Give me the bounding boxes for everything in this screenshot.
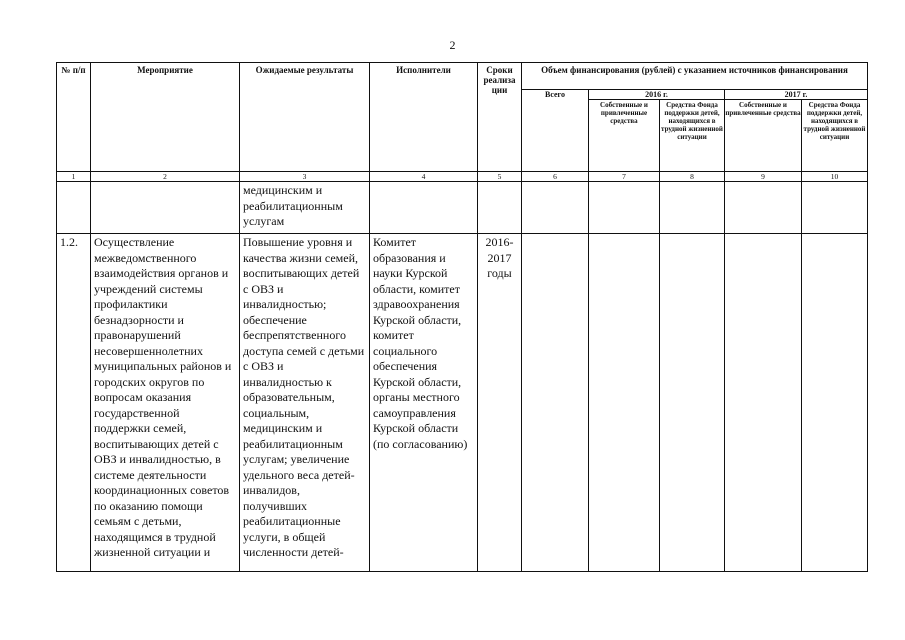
cell-empty <box>522 234 589 572</box>
executors-cell: Комитет образования и науки Курской области, комитет здравоохранения Курской области, комитет социального обеспечения Курской области, органы местного самоуправления Курской области (по согласованию) <box>370 234 478 572</box>
activity-cell: Осуществление межведомственного взаимодействия органов и учреждений системы профилактики безнадзорности и правонарушений несовершеннолетних муниципальных районов и городских округов по вопросам оказания государственной поддержки семей, воспитывающих детей с ОВЗ и инвалидностью, в системе деятельности координационных советов по оказанию помощи семьям с детьми, находящимся в трудной жизненной ситуации и <box>91 234 240 572</box>
column-number: 9 <box>725 172 802 182</box>
cell-empty <box>802 182 868 234</box>
page-number: 2 <box>449 38 456 52</box>
header-results: Ожидаемые результаты <box>240 63 370 172</box>
cell-empty <box>660 234 725 572</box>
cell-empty <box>370 182 478 234</box>
table-row-continued <box>57 182 868 234</box>
header-financing: Объем финансирования (рублей) с указанием источников финансирования <box>522 63 868 90</box>
column-number: 2 <box>91 172 240 182</box>
cell-empty <box>802 234 868 572</box>
header-number: № п/п <box>57 63 91 172</box>
header-executors: Исполнители <box>370 63 478 172</box>
column-number: 3 <box>240 172 370 182</box>
financing-plan-table <box>56 62 868 572</box>
column-number: 5 <box>478 172 522 182</box>
terms-cell: 2016-2017 годы <box>478 234 522 572</box>
column-number: 7 <box>589 172 660 182</box>
table-row-1-2 <box>57 234 868 572</box>
header-terms: Сроки реализа ции <box>478 63 522 172</box>
cell-empty <box>660 182 725 234</box>
row-number-cell: 1.2. <box>57 234 91 572</box>
header-own-funds-2016: Собственные и привлеченные средства <box>589 100 660 172</box>
cell-empty <box>57 182 91 234</box>
cell-empty <box>478 182 522 234</box>
cell-empty <box>589 234 660 572</box>
header-own-funds-2017: Собственные и привлеченные средства <box>725 100 802 172</box>
column-number-row <box>57 172 868 182</box>
column-number: 10 <box>802 172 868 182</box>
header-fund-support-2016: Средства Фонда поддержки детей, находящихся в трудной жизненной ситуации <box>660 100 725 172</box>
cell-empty <box>725 234 802 572</box>
continued-results-cell: медицинским и реабилитационным услугам <box>240 182 370 234</box>
column-number: 4 <box>370 172 478 182</box>
cell-empty <box>725 182 802 234</box>
cell-empty <box>91 182 240 234</box>
header-fund-support-2017: Средства Фонда поддержки детей, находящихся в трудной жизненной ситуации <box>802 100 868 172</box>
cell-empty <box>522 182 589 234</box>
header-year-2017: 2017 г. <box>725 90 868 100</box>
header-activity: Мероприятие <box>91 63 240 172</box>
column-number: 8 <box>660 172 725 182</box>
column-number: 1 <box>57 172 91 182</box>
column-number: 6 <box>522 172 589 182</box>
cell-empty <box>589 182 660 234</box>
header-total: Всего <box>522 90 589 172</box>
header-year-2016: 2016 г. <box>589 90 725 100</box>
results-cell: Повышение уровня и качества жизни семей, воспитывающих детей с ОВЗ и инвалидностью; обеспечение беспрепятственного доступа семей с детьми с ОВЗ и инвалидностью к образовательным, социальным, медицинским и реабилитационным услугам; увеличение удельного веса детей-инвалидов, получивших реабилитационные услуги, в общей численности детей- <box>240 234 370 572</box>
